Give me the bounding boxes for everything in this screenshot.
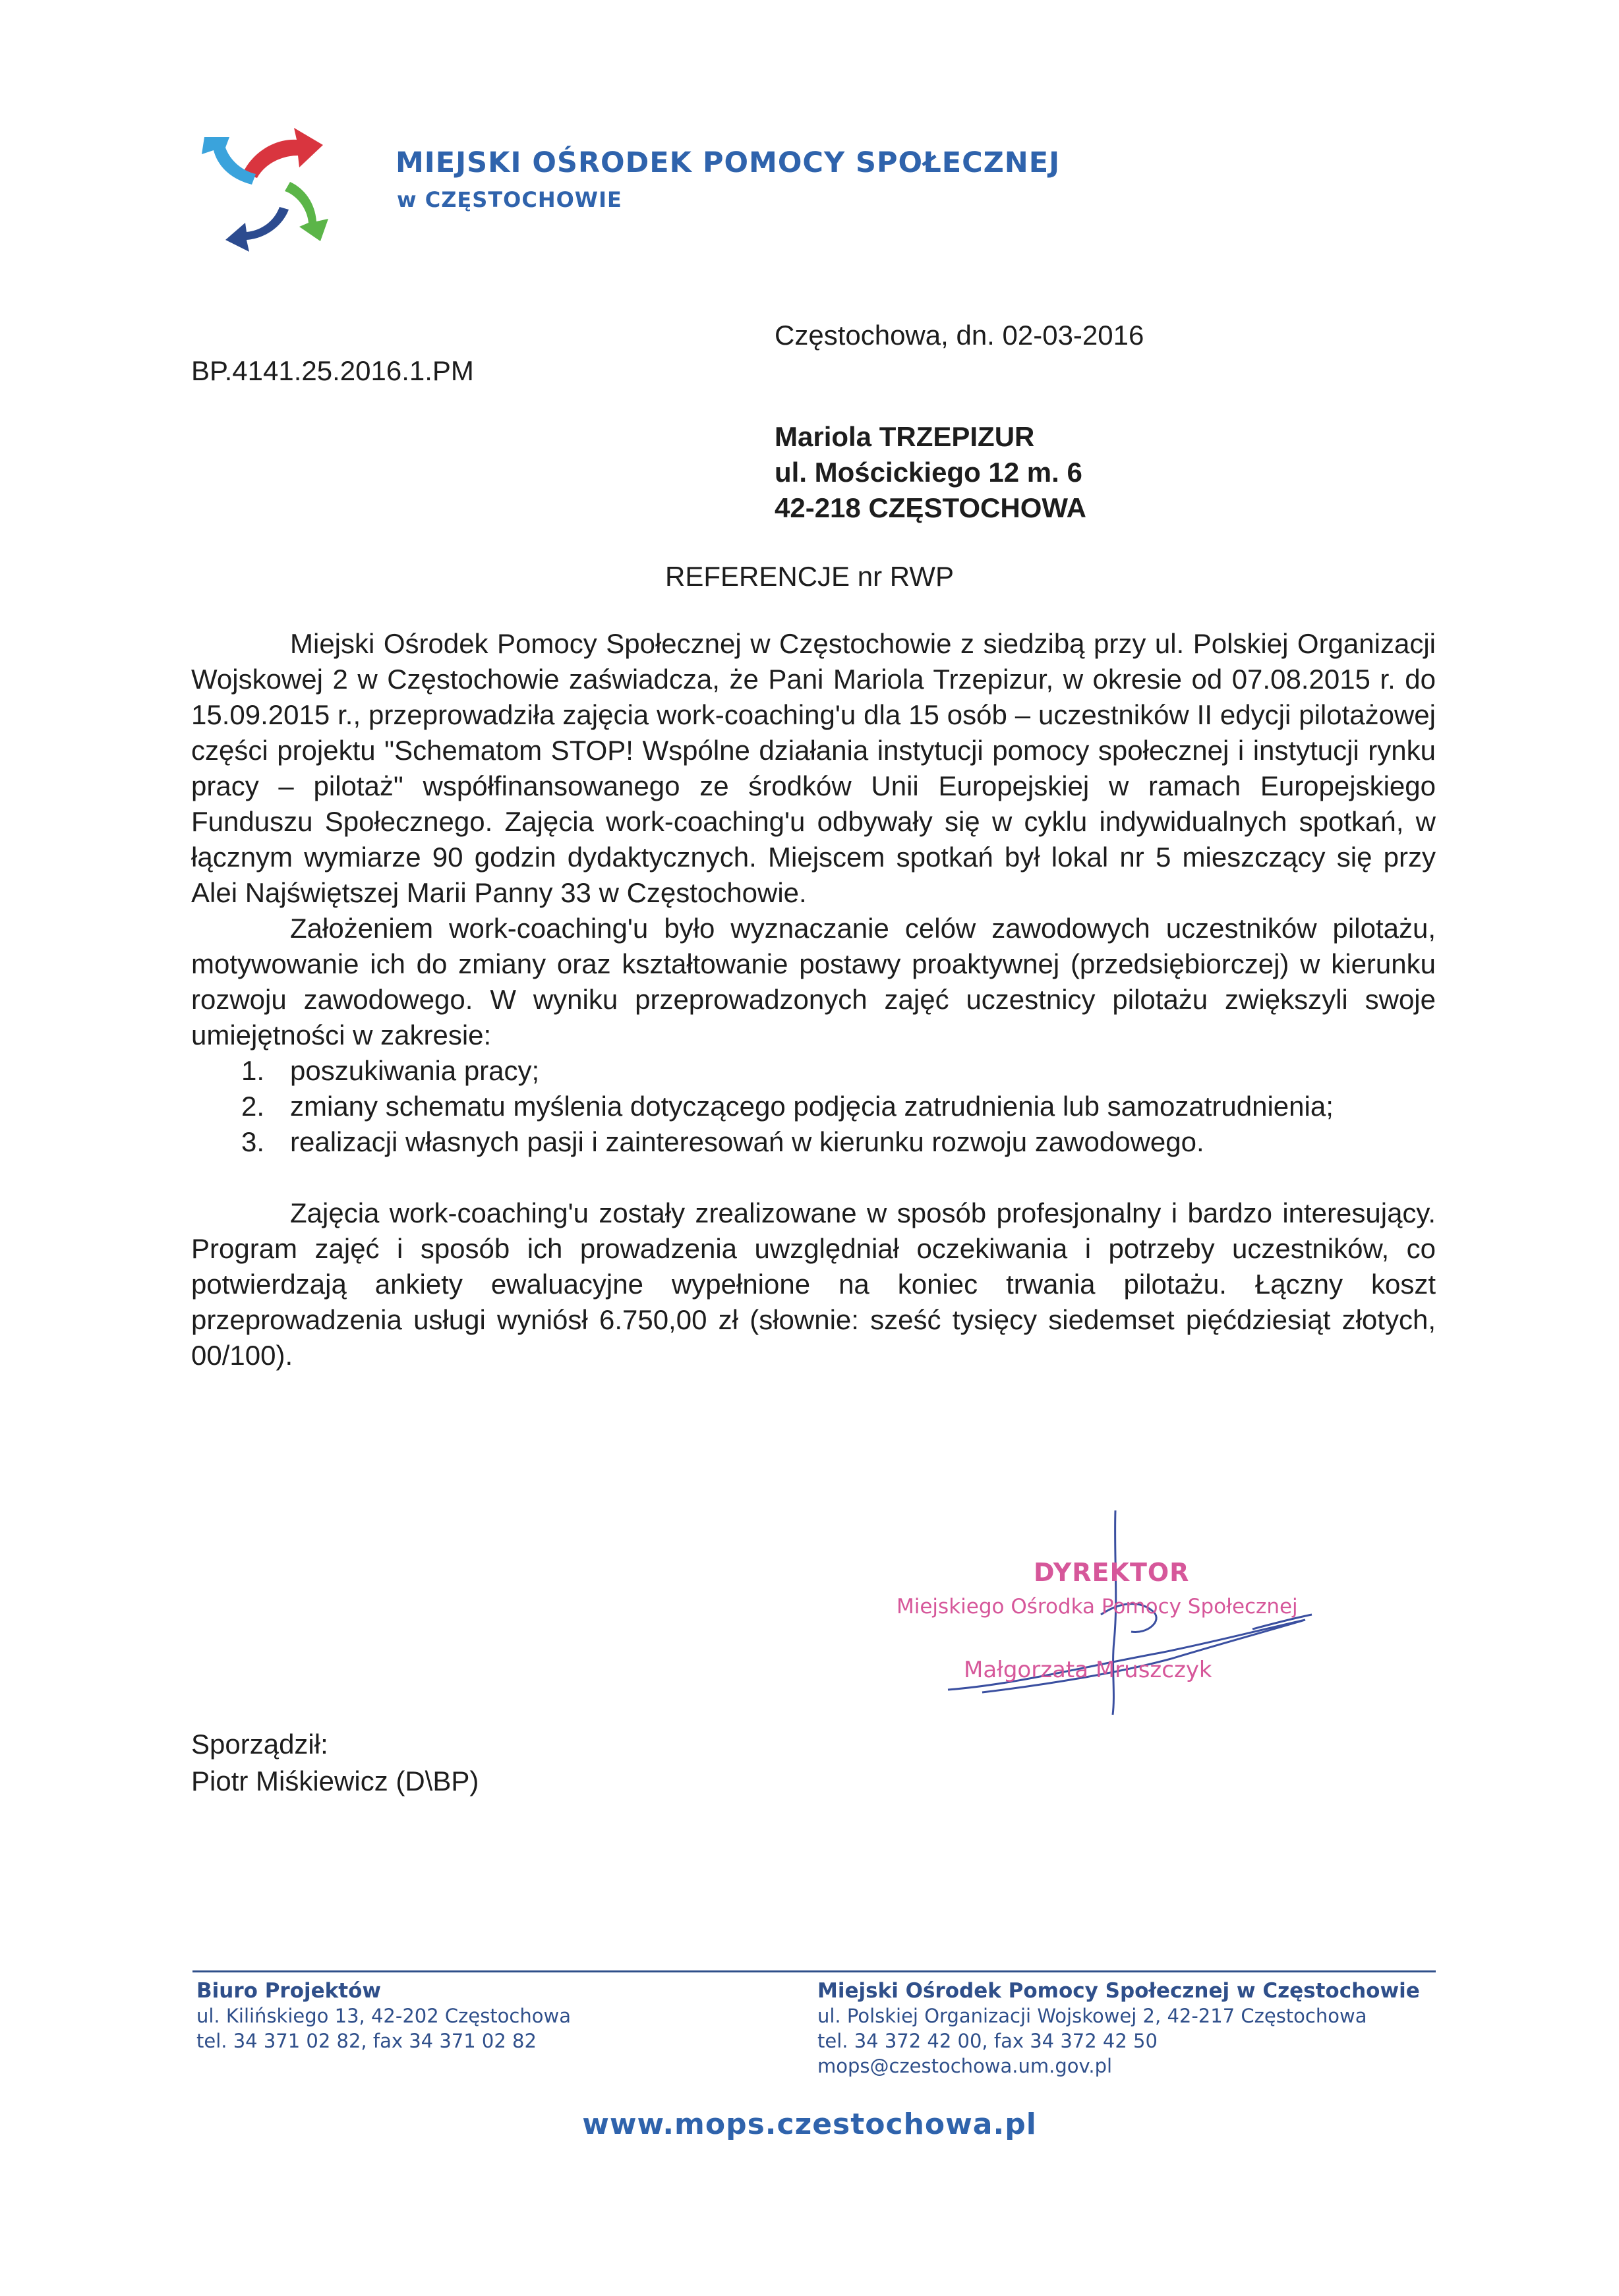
spacer [191, 1160, 1436, 1195]
stamp-person: Małgorzata Mruszczyk [964, 1657, 1212, 1683]
footer-left-phone: tel. 34 371 02 82, fax 34 371 02 82 [196, 2030, 537, 2052]
list-item-text: zmiany schematu myślenia dotyczącego podjęcia zatrudnienia lub samozatrudnienia; [290, 1091, 1334, 1122]
paragraph-3: Zajęcia work-coaching'u zostały zrealizowane w sposób profesjonalny i bardzo interesujący. Program zajęć i sposób ich prowadzenia uwzględniał oczekiwania i potrzeby uczestników, co potwierdzają ankiety ewaluacyjne wypełnione na koniec trwania pilotażu. Łączny koszt przeprowadzenia usługi wyniósł 6.750,00 zł (słownie: sześć tysięcy siedemset pięćdziesiąt złotych, 00/100). [191, 1197, 1436, 1371]
footer-main-office [817, 1978, 1420, 2079]
footer-email-link[interactable]: mops@czestochowa.um.gov.pl [817, 2055, 1113, 2077]
recipient-street: ul. Mościckiego 12 m. 6 [775, 457, 1082, 488]
list-item [191, 1124, 1436, 1160]
footer-divider [192, 1970, 1436, 1972]
recipient-city: 42-218 CZĘSTOCHOWA [775, 492, 1087, 523]
website-link[interactable]: www.mops.czestochowa.pl [582, 2108, 1037, 2141]
list-item-text: realizacji własnych pasji i zainteresowań w kierunku rozwoju zawodowego. [290, 1126, 1204, 1157]
date-line: Częstochowa, dn. 02-03-2016 [775, 320, 1144, 351]
org-city: w CZĘSTOCHOWIE [397, 187, 622, 212]
org-name: MIEJSKI OŚRODEK POMOCY SPOŁECZNEJ [396, 146, 1061, 179]
paragraph-1: Miejski Ośrodek Pomocy Społecznej w Częstochowie z siedzibą przy ul. Polskiej Organizacji Wojskowej 2 w Częstochowie zaświadcza, że Pani Mariola Trzepizur, w okresie od 07.08.2015 r. do 15.09.2015 r., przeprowadziła zajęcia work-coaching'u dla 15 osób – uczestników II edycji pilotażowej części projektu "Schematom STOP! Wspólne działania instytucji pomocy społecznej i instytucji rynku pracy – pilotaż" współfinansowanego ze środków Unii Europejskiej w ramach Europejskiego Funduszu Społecznego. Zajęcia work-coaching'u odbywały się w cyklu indywidualnych spotkań, w łącznym wymiarze 90 godzin dydaktycznych. Miejscem spotkań był lokal nr 5 mieszczący się przy Alei Najświętszej Marii Panny 33 w Częstochowie. [191, 628, 1436, 908]
footer-right-heading: Miejski Ośrodek Pomocy Społecznej w Częstochowie [817, 1979, 1420, 2003]
recipient-address [775, 419, 1086, 526]
recipient-name: Mariola TRZEPIZUR [775, 421, 1035, 452]
list-item-number: 3. [241, 1126, 265, 1157]
prepared-by-name: Piotr Miśkiewicz (D\BP) [191, 1765, 479, 1796]
letter-body [191, 626, 1436, 1373]
footer-project-office [196, 1978, 571, 2053]
reference-number: BP.4141.25.2016.1.PM [191, 355, 474, 386]
prepared-by-label: Sporządził: [191, 1729, 328, 1760]
list-item-number: 1. [241, 1055, 265, 1086]
paragraph-2: Założeniem work-coaching'u było wyznaczanie celów zawodowych uczestników pilotażu, motywowanie ich do zmiany oraz kształtowanie postawy proaktywnej (przedsiębiorczej) w kierunku rozwoju zawodowego. W wyniku przeprowadzonych zajęć uczestnicy pilotażu zwiększyli swoje umiejętności w zakresie: [191, 913, 1436, 1050]
skills-list [191, 1053, 1436, 1160]
footer-left-heading: Biuro Projektów [196, 1979, 382, 2003]
stamp-title: DYREKTOR [1034, 1558, 1190, 1587]
list-item [191, 1089, 1436, 1124]
stamp-org: Miejskiego Ośrodka Pomocy Społecznej [897, 1595, 1298, 1619]
footer-right-phone: tel. 34 372 42 00, fax 34 372 42 50 [817, 2030, 1158, 2052]
document-title: REFERENCJE nr RWP [665, 561, 954, 592]
list-item [191, 1053, 1436, 1089]
mops-logo [191, 111, 349, 269]
list-item-text: poszukiwania pracy; [290, 1055, 540, 1086]
footer-left-address: ul. Kilińskiego 13, 42-202 Częstochowa [196, 2005, 571, 2027]
list-item-number: 2. [241, 1091, 265, 1122]
footer-right-address: ul. Polskiej Organizacji Wojskowej 2, 42-217 Częstochowa [817, 2005, 1367, 2027]
